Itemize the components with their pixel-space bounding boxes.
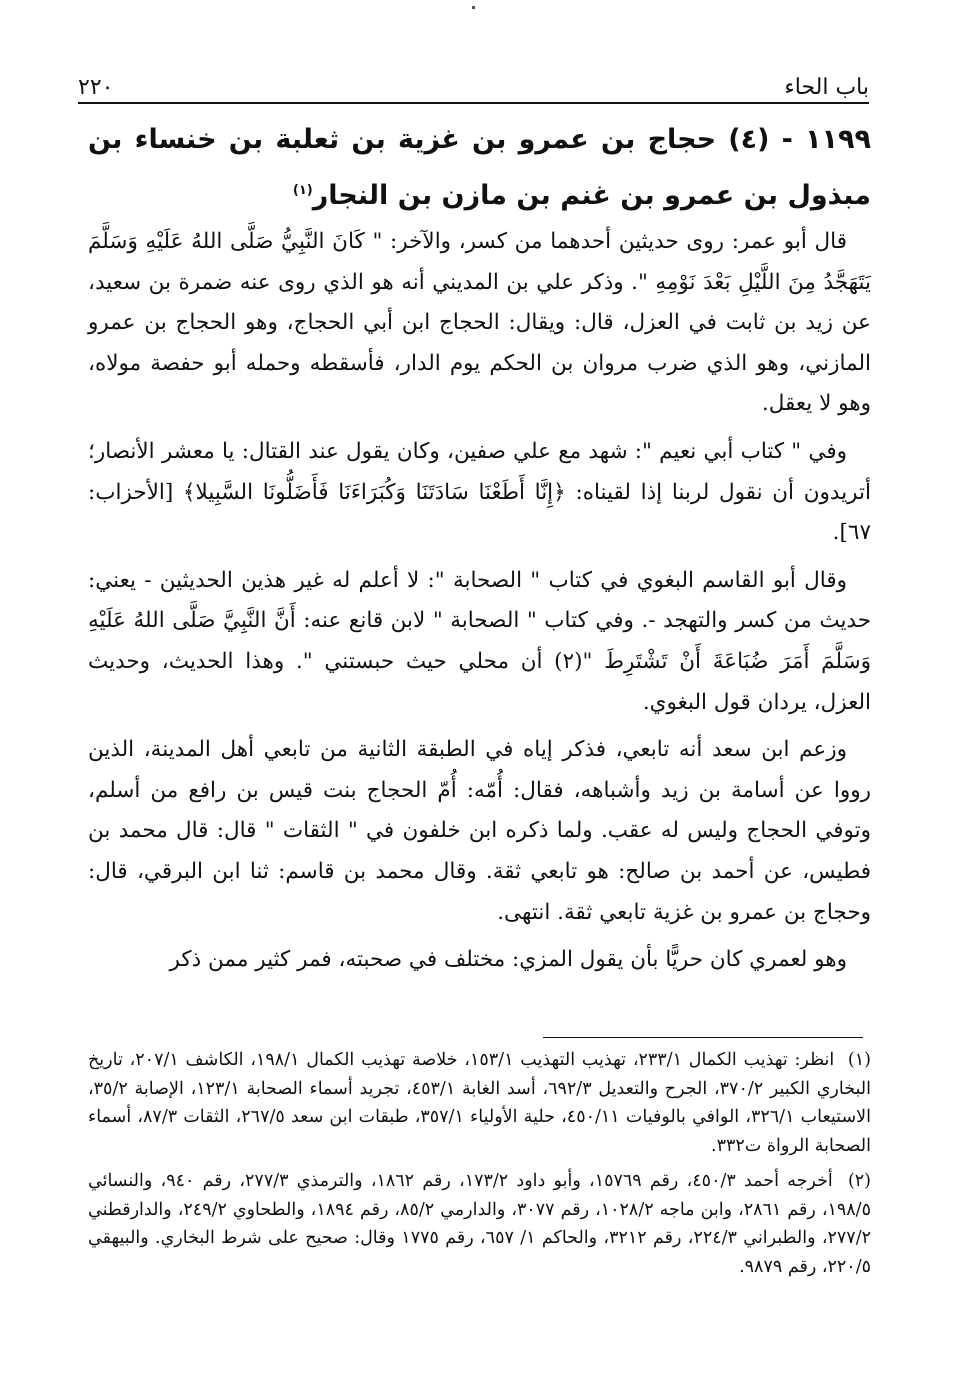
entry-tag: (٤) <box>728 124 770 155</box>
paragraph: وزعم ابن سعد أنه تابعي، فذكر إياه في الطبقة الثانية من تابعي أهل المدينة، الذين رووا عن أسامة بن زيد وأشباهه، فقال: أُمّه: أُمّ الحجاج بنت قيس بن رافع من أسلم، وتوفي الحجاج وليس له عقب. ولما ذكره ابن خلفون في " الثقات " قال: قال محمد بن فطيس، عن أحمد بن صالح: هو تابعي ثقة. وقال محمد بن قاسم: ثنا ابن البرقي، قال: وحجاج بن عمرو بن غزية تابعي ثقة. انتهى. <box>88 737 871 925</box>
entry-number: ١١٩٩ <box>805 124 871 155</box>
running-header <box>78 58 869 100</box>
page-number: ٢٢٠ <box>78 75 114 100</box>
footnotes <box>88 1046 871 1288</box>
footnote-text: انظر: تهذيب الكمال ٢٣٣/١، تهذيب التهذيب ١٥٣/١، خلاصة تهذيب الكمال ١٩٨/١، الكاشف ٢٠٧/١، تاريخ البخاري الكبير ٣٧٠/٢، الجرح والتعديل ٦٩٢/٣، أسد الغابة ٤٥٣/١، تجريد أسماء الصحابة ١٢٣/١، الإصابة ٣٥/٢، الاستيعاب ٣٢٦/١، الوافي بالوفيات ٤٥٠/١١، حلية الأولياء ٣٥٧/١، طبقات ابن سعد ٢٦٧/٥، الثقات ٨٧/٣، أسماء الصحابة الرواة ت٣٣٢. <box>88 1050 871 1156</box>
footnote-number: (٢) <box>847 1171 871 1191</box>
paragraph: وهو لعمري كان حريًّا بأن يقول المزي: مختلف في صحبته، فمر كثير ممن ذكر <box>169 947 847 973</box>
paragraph: وقال أبو القاسم البغوي في كتاب " الصحابة ": لا أعلم له غير هذين الحديثين - يعني: حديث من كسر والتهجد -. وفي كتاب " الصحابة " لابن قانع عنه: أَنَّ النَّبِيَّ صَلَّى اللهُ عَلَيْهِ وَسَلَّمَ أَمَرَ ضُبَاعَةَ أَنْ تَشْتَرِطَ "(٢) أن محلي حيث حبستني ". وهذا الحديث، وحديث العزل، يردان قول البغوي. <box>88 567 872 715</box>
header-divider <box>78 102 869 104</box>
footnote-reference: (١) <box>292 183 313 198</box>
main-text <box>88 114 871 988</box>
entry-title: حجاج بن عمرو بن غزية بن ثعلبة بن خنساء بن مبذول بن عمرو بن غنم بن مازن بن النجار <box>88 124 871 211</box>
footnote-divider <box>543 1037 863 1038</box>
entry-heading: ١١٩٩ - (٤) حجاج بن عمرو بن غزية بن ثعلبة بن خنساء بن مبذول بن عمرو بن غنم بن مازن بن النجار$^{(١)}$ <box>88 124 871 211</box>
chapter-title: باب الحاء <box>784 75 869 100</box>
footnote <box>88 1046 871 1160</box>
footnote-text: أخرجه أحمد ٤٥٠/٣، رقم ١٥٧٦٩، وأبو داود ١٧٣/٢، رقم ١٨٦٢، والترمذي ٢٧٧/٣، رقم ٩٤٠، والنسائي ١٩٨/٥، رقم ٢٨٦١، وابن ماجه ١٠٢٨/٢، رقم ٣٠٧٧، والدارمي ٨٥/٢، رقم ١٨٩٤، والطحاوي ٢٤٩/٢، والدارقطني ٢٧٧/٢، والطبراني ٢٢٤/٣، رقم ٣٢١٢، والحاكم ١/ ٦٥٧، رقم ١٧٧٥ وقال: صحيح على شرط البخاري. والبيهقي ٢٢٠/٥، رقم ٩٨٧٩. <box>88 1171 871 1277</box>
footnote-number: (١) <box>847 1050 871 1070</box>
paragraph: قال أبو عمر: روى حديثين أحدهما من كسر، والآخر: " كَانَ النَّبِيُّ صَلَّى اللهُ عَلَيْهِ وَسَلَّمَ يَتَهَجَّدُ مِنَ اللَّيْلِ بَعْدَ نَوْمِهِ ". وذكر علي بن المديني أنه هو الذي روى عنه ضمرة بن سعيد، عن زيد بن ثابت في العزل، قال: ويقال: الحجاج ابن أبي الحجاج، وهو الحجاج بن عمرو المازني، وهو الذي ضرب مروان بن الحكم يوم الدار، فأسقطه وحمله أبو حفصة مولاه، وهو لا يعقل. <box>88 229 871 417</box>
footnote <box>88 1167 871 1281</box>
scan-mark <box>472 6 475 9</box>
paragraph: وفي " كتاب أبي نعيم ": شهد مع علي صفين، وكان يقول عند القتال: يا معشر الأنصار؛ أتريدون أن نقول لربنا إذا لقيناه: ﴿إِنَّا أَطَعْنَا سَادَتَنَا وَكُبَرَاءَنَا فَأَضَلُّونَا السَّبِيلا﴾ [الأحزاب: ٦٧]. <box>88 438 871 546</box>
